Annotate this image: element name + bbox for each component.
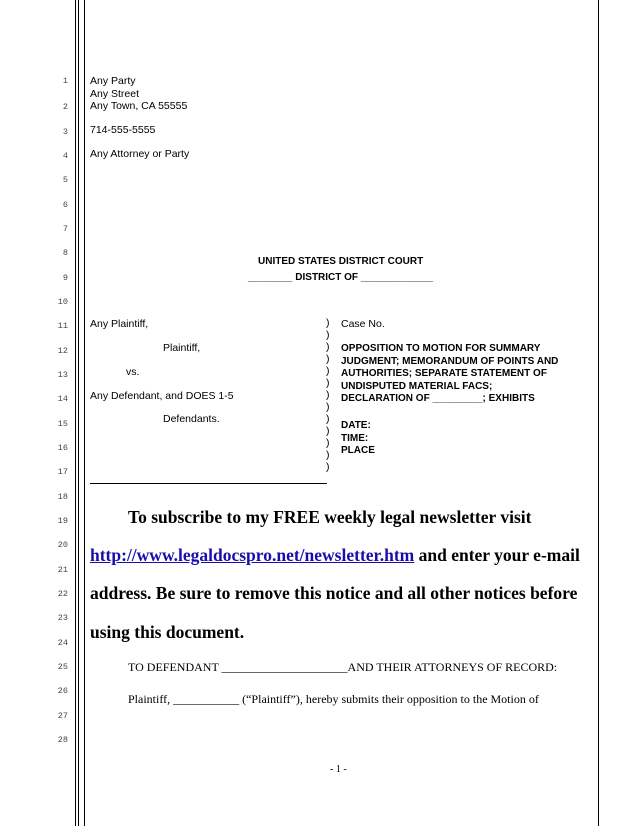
hearing-time-label: TIME:	[341, 433, 369, 444]
line-number: 15	[57, 419, 68, 429]
line-number: 11	[57, 321, 68, 331]
line-number: 24	[57, 638, 68, 648]
line-number: 18	[57, 492, 68, 502]
body-paragraph-2: Plaintiff, ___________ (“Plaintiff”), hereby submits their opposition to the Motion of	[128, 692, 539, 706]
caption-underline	[90, 483, 327, 484]
line-number: 25	[57, 662, 68, 672]
line-number: 14	[57, 394, 68, 404]
paren: )	[326, 389, 330, 401]
paren: )	[326, 437, 330, 449]
paren: )	[326, 413, 330, 425]
document-title-line-4: UNDISPUTED MATERIAL FACS;	[341, 381, 493, 392]
plaintiff-name: Any Plaintiff,	[90, 318, 149, 330]
header-phone: 714-555-5555	[90, 124, 156, 136]
paren: )	[326, 377, 330, 389]
line-number: 16	[57, 443, 68, 453]
paren: )	[326, 401, 330, 413]
line-number: 5	[62, 175, 68, 185]
line-number: 6	[62, 200, 68, 210]
line-number: 17	[57, 467, 68, 477]
line-number: 27	[57, 711, 68, 721]
court-name: UNITED STATES DISTRICT COURT	[258, 256, 424, 267]
paren: )	[326, 353, 330, 365]
header-town: Any Town, CA 55555	[90, 100, 188, 112]
left-margin-rule-inner	[78, 0, 79, 826]
case-number-label: Case No.	[341, 318, 385, 330]
line-number: 8	[62, 248, 68, 258]
newsletter-link[interactable]: http://www.legaldocspro.net/newsletter.htm	[90, 545, 415, 565]
line-number: 21	[57, 565, 68, 575]
line-number: 23	[57, 613, 68, 623]
notice-line-2-rest: and enter your e-mail	[414, 545, 580, 565]
notice-line-3: address. Be sure to remove this notice and all other notices before	[90, 583, 578, 603]
page-number: - 1 -	[330, 764, 347, 775]
document-title-line-1: OPPOSITION TO MOTION FOR SUMMARY	[341, 343, 541, 354]
paren: )	[326, 329, 330, 341]
line-number: 28	[57, 735, 68, 745]
header-street: Any Street	[90, 88, 140, 100]
line-number: 2	[62, 102, 68, 112]
paren: )	[326, 365, 330, 377]
plaintiff-role: Plaintiff,	[163, 342, 201, 354]
line-number: 12	[57, 346, 68, 356]
line-number: 4	[62, 151, 68, 161]
header-attorney: Any Attorney or Party	[90, 148, 190, 160]
notice-line-4: using this document.	[90, 622, 245, 642]
line-number: 3	[62, 127, 68, 137]
vs-label: vs.	[126, 366, 140, 378]
left-margin-rule-outer	[75, 0, 76, 826]
notice-line-2	[90, 545, 580, 566]
paren: )	[326, 341, 330, 353]
line-number: 22	[57, 589, 68, 599]
paren: )	[326, 461, 330, 473]
hearing-date-label: DATE:	[341, 420, 371, 431]
line-number: 19	[57, 516, 68, 526]
right-margin-rule	[598, 0, 599, 826]
document-title-line-5: DECLARATION OF _________; EXHIBITS	[341, 393, 535, 404]
court-district: ________ DISTRICT OF _____________	[248, 272, 434, 283]
defendant-role: Defendants.	[163, 413, 220, 425]
hearing-place-label: PLACE	[341, 445, 375, 456]
body-paragraph-1: TO DEFENDANT _____________________AND THEIR ATTORNEYS OF RECORD:	[128, 660, 558, 674]
line-number: 10	[57, 297, 68, 307]
line-number: 26	[57, 686, 68, 696]
line-number: 1	[62, 76, 68, 86]
line-number: 7	[62, 224, 68, 234]
defendant-name: Any Defendant, and DOES 1-5	[90, 390, 234, 402]
line-number: 13	[57, 370, 68, 380]
paren: )	[326, 317, 330, 329]
header-party: Any Party	[90, 75, 136, 87]
line-number: 20	[57, 540, 68, 550]
notice-line-1: To subscribe to my FREE weekly legal newsletter visit	[128, 507, 532, 527]
document-title-line-2: JUDGMENT; MEMORANDUM OF POINTS AND	[341, 356, 559, 367]
document-title-line-3: AUTHORITIES; SEPARATE STATEMENT OF	[341, 368, 547, 379]
paren: )	[326, 449, 330, 461]
paren: )	[326, 425, 330, 437]
left-margin-rule-text	[84, 0, 85, 826]
line-number: 9	[62, 273, 68, 283]
